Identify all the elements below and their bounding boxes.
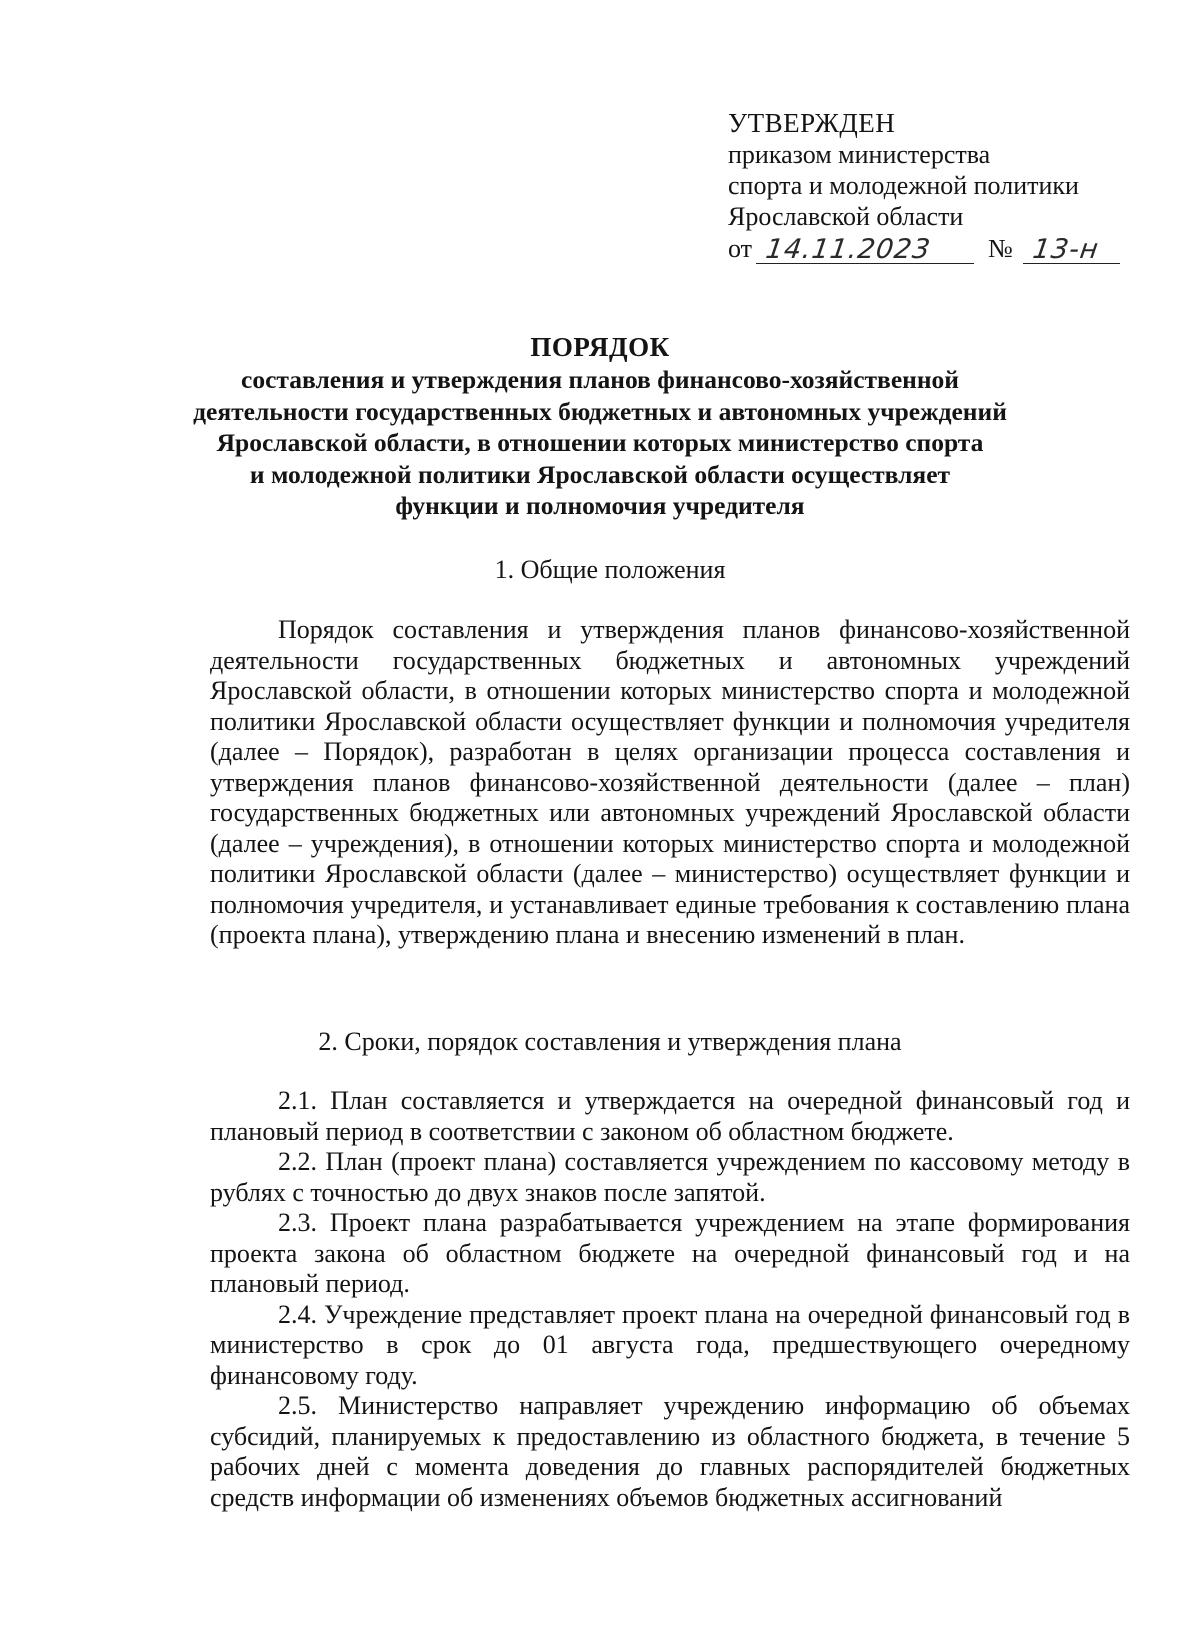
date-blank <box>756 233 974 264</box>
approval-line-1: приказом министерства <box>728 140 991 169</box>
section-1-body <box>210 615 1130 951</box>
title-main: ПОРЯДОК <box>530 332 670 362</box>
title-line-1: составления и утверждения планов финансово-хозяйственной <box>241 365 959 394</box>
section-2-body <box>210 1086 1130 1513</box>
section-1-paragraph: Порядок составления и утверждения планов финансово-хозяйственной деятельности государственных бюджетных и автономных учреждений Ярославской области, в отношении которых министерство спорта и молодежной политики Ярославской области осуществляет функции и полномочия учредителя (далее – Порядок), разработан в целях организации процесса составления и утверждения планов финансово-хозяйственной деятельности (далее – план) государственных бюджетных или автономных учреждений Ярославской области (далее – учреждения), в отношении которых министерство спорта и молодежной политики Ярославской области (далее – министерство) осуществляет функции и полномочия учредителя, и устанавливает единые требования к составлению плана (проекта плана), утверждению плана и внесению изменений в план. <box>210 615 1130 949</box>
clause-2-5: 2.5. Министерство направляет учреждению информацию об объемах субсидий, планируемых к предоставлению из областного бюджета, в течение 5 рабочих дней с момента доведения до главных распорядителей бюджетных средств информации об изменениях объемов бюджетных ассигнований <box>210 1391 1130 1512</box>
handwritten-date: 14.11.2023 <box>763 234 933 265</box>
section-2-heading: 2. Сроки, порядок составления и утверждения плана <box>318 1027 902 1056</box>
clause-2-1: 2.1. План составляется и утверждается на очередной финансовый год и плановый период в соответствии с законом об областном бюджете. <box>210 1086 1130 1146</box>
from-label: от <box>728 234 753 263</box>
title-line-4: и молодежной политики Ярославской области осуществляет <box>249 459 951 489</box>
approval-line-2: спорта и молодежной политики <box>728 171 1079 200</box>
number-blank <box>1023 233 1120 264</box>
clause-2-3: 2.3. Проект плана разрабатывается учреждением на этапе формирования проекта закона об областном бюджете на очередной финансовый год и на плановый период. <box>210 1208 1130 1298</box>
document-title <box>190 330 1010 522</box>
handwritten-number: 13-н <box>1030 234 1101 265</box>
title-line-3: Ярославской области, в отношении которых министерство спорта <box>216 428 984 457</box>
approval-line-3: Ярославской области <box>728 202 964 231</box>
clause-2-2: 2.2. План (проект плана) составляется учреждением по кассовому методу в рублях с точностью до двух знаков после запятой. <box>210 1147 1130 1207</box>
title-line-5: функции и полномочия учредителя <box>395 491 805 520</box>
approval-block <box>728 108 1128 264</box>
number-label: № <box>988 234 1013 263</box>
section-1-heading: 1. Общие положения <box>494 555 726 584</box>
title-line-2: деятельности государственных бюджетных и автономных учреждений <box>193 396 1007 426</box>
approval-stamp: УТВЕРЖДЕН <box>728 108 896 138</box>
clause-2-4: 2.4. Учреждение представляет проект плана на очередной финансовый год в министерство в срок до 01 августа года, предшествующего очередному финансовому году. <box>210 1299 1130 1390</box>
order-date-number-row <box>728 233 1128 264</box>
